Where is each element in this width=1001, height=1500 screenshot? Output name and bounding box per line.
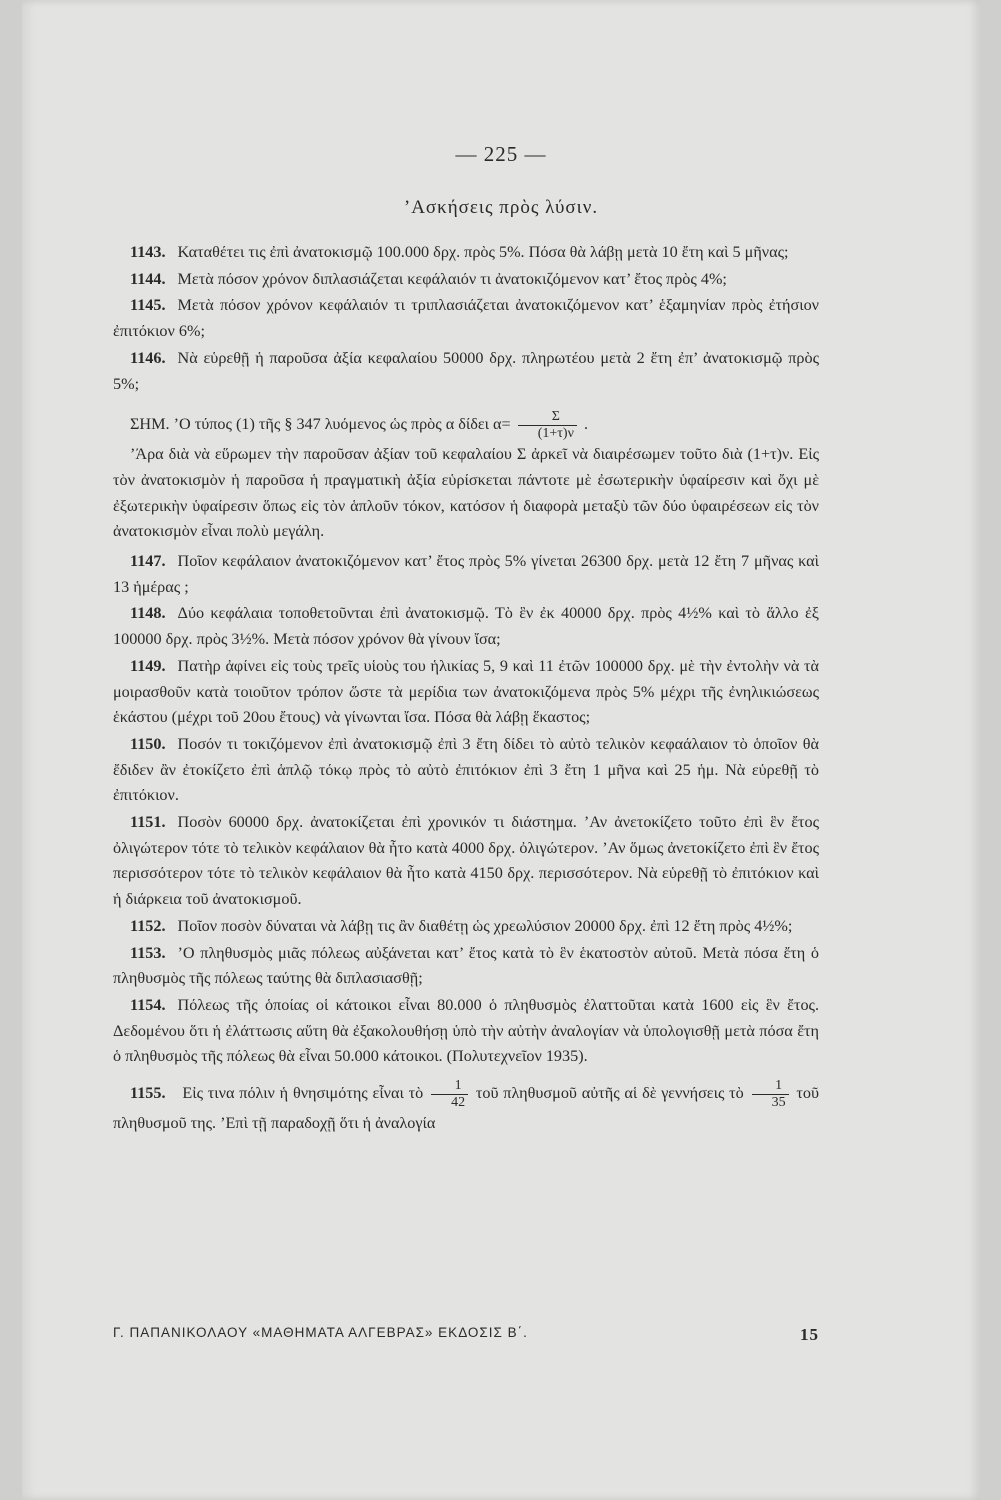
problem-text: Πατὴρ ἀφίνει εἰς τοὺς τρεῖς υἱοὺς του ἡλικίας 5, 9 καὶ 11 ἐτῶν 100000 δρχ. μὲ τὴν ἐντολὴν νὰ τὰ μοιρασθοῦν κατὰ τοιοῦτον τρόπον ὥστε τὰ μερίδια των ἀνατοκιζόμενα πρὸς 5% μέχρι τῆς ἐνηλικιώσεως ἑκάστου (μέχρι τοῦ 20ου ἔτους) νὰ γίνωνται ἴσα. Πόσα θὰ λάβῃ ἕκαστος;	[113, 656, 819, 727]
problem-text: Ποῖον κεφάλαιον ἀνατοκιζόμενον κατ’ ἔτος πρὸς 5% γίνεται 26300 δρχ. μετὰ 12 ἔτη 7 μῆνας καὶ 13 ἡμέρας ;	[113, 552, 819, 596]
problem-1155	[113, 1078, 819, 1137]
problem-text: Ποσόν τι τοκιζόμενον ἐπὶ ἀνατοκισμῷ ἐπὶ 3 ἔτη δίδει τὸ αὐτὸ τελικὸν κεφαάλαιον τὸ ὁποῖον θὰ ἔδιδεν ἂν ἐτοκίζετο ἐπὶ ἁπλῷ τόκῳ πρὸς τὸ αὐτὸ ἐπιτόκιον ἐπὶ 3 ἔτη 1 μῆνα καὶ 25 ἡμ. Νὰ εὑρεθῇ τὸ ἐπιτόκιον.	[113, 734, 819, 805]
section-title: ’Ασκήσεις πρὸς λύσιν.	[403, 197, 599, 218]
exercise-body	[113, 240, 819, 1138]
problem-group-2	[113, 549, 819, 1070]
problem-item	[113, 267, 819, 293]
fraction-numerator: 1	[431, 1078, 468, 1095]
note-formula	[113, 409, 819, 442]
problem-item	[113, 293, 819, 344]
problem-item	[113, 346, 819, 397]
problem-number: 1143.	[130, 243, 166, 261]
fraction-numerator: Σ	[518, 409, 577, 426]
problem-text: Μετὰ πόσον χρόνον διπλασιάζεται κεφάλαιόν τι ἀνατοκιζόμενον κατ’ ἔτος πρὸς 4%;	[177, 269, 727, 288]
problem-number: 1147.	[130, 552, 166, 571]
problem-item	[113, 732, 819, 809]
problem-text: Νὰ εὑρεθῇ ἡ παροῦσα ἀξία κεφαλαίου 50000 δρχ. πληρωτέου μετὰ 2 ἔτη ἐπ’ ἀνατοκισμῷ πρὸς 5%;	[113, 348, 819, 393]
problem-text-a: Εἰς τινα πόλιν ἡ θνησιμότης εἶναι τὸ	[182, 1084, 424, 1103]
problem-text-d: τοῦ πληθυσμοῦ της. ’Επὶ τῇ παραδοχῇ ὅτι ἡ ἀναλογία	[113, 1084, 820, 1133]
problem-text-c: αἱ δὲ γεννήσεις τὸ	[624, 1084, 744, 1103]
problem-number: 1153.	[130, 943, 166, 962]
problem-text: Ποῖον ποσὸν δύναται νὰ λάβῃ τις ἂν διαθέτῃ ὡς χρεωλύσιον 20000 δρχ. ἐπὶ 12 ἔτη πρὸς 4½%;	[177, 916, 793, 935]
problem-text: Πόλεως τῆς ὁποίας οἱ κάτοικοι εἶναι 80.000 ὁ πληθυσμὸς ἐλαττοῦται κατὰ 1600 εἰς ἓν ἔτος. Δεδομένου ὅτι ἡ ἐλάττωσις αὕτη θὰ ἐξακολουθήσῃ ὑπὸ τὴν αὐτὴν ἀναλογίαν νὰ ὑπολογισθῇ μετὰ πόσα ἔτη ὁ πληθυσμὸς τῆς πόλεως θὰ εἶναι 50.000 κάτοικοι. (Πολυτεχνεῖον 1935).	[113, 995, 819, 1066]
problem-item	[113, 993, 819, 1070]
footer-book-title: Γ. ΠΑΠΑΝΙΚΟΛΑΟΥ «ΜΑΘΗΜΑΤΑ ΑΛΓΕΒΡΑΣ» ΕΚΔΟΣΙΣ Β΄.	[113, 1325, 528, 1340]
problem-text: Δύο κεφάλαια τοποθετοῦνται ἐπὶ ἀνατοκισμῷ. Τὸ ἓν ἐκ 40000 δρχ. πρὸς 4½% καὶ τὸ ἄλλο ἐξ 100000 δρχ. πρὸς 3½%. Μετὰ πόσον χρόνον θὰ γίνουν ἴσα;	[113, 604, 819, 649]
problem-number: 1149.	[130, 656, 166, 675]
problem-text-b: τοῦ πληθυσμοῦ αὐτῆς	[475, 1084, 620, 1103]
book-page	[22, 0, 980, 1500]
present-value-fraction	[518, 409, 577, 442]
problem-number: 1154.	[130, 995, 166, 1014]
birth-fraction	[752, 1078, 789, 1111]
problem-text: ’Ο πληθυσμὸς μιᾶς πόλεως αὐξάνεται κατ’ ἔτος κατὰ τὸ ἓν ἑκατοστὸν αὐτοῦ. Μετὰ πόσα ἔτη ὁ πληθυσμὸς τῆς πόλεως ταύτης θὰ διπλασιασθῇ;	[113, 943, 819, 988]
problem-number: 1146.	[130, 348, 166, 367]
problem-item	[113, 914, 819, 940]
problem-item	[113, 810, 819, 913]
note-text: ’Άρα διὰ νὰ εὕρωμεν τὴν παροῦσαν ἀξίαν τοῦ κεφαλαίου Σ ἀρκεῖ νὰ διαιρέσωμεν τοῦτο διὰ (1+τ)ν. Εἰς τὸν ἀνατοκισμὸν ἡ παροῦσα ἡ πραγματικὴ ἀξία εὑρίσκεται πάντοτε μὲ ἐσωτερικὴν ὑφαίρεσιν καὶ ὄχι μὲ ἐξωτερικὴν ὑφαίρεσιν ὅπως εἰς τὸν ἁπλοῦν τόκον, κατόσον ἡ διαφορὰ μεταξὺ τῶν δύο ὑφαιρέσεων εἰς τὸν ἀνατοκισμὸν εἶναι πολὺ μεγάλη.	[113, 445, 819, 541]
problem-number: 1144.	[130, 269, 166, 288]
problem-item	[113, 549, 819, 600]
page-number: — 225 —	[455, 142, 547, 166]
problem-number: 1152.	[130, 916, 166, 935]
problem-text: Ποσὸν 60000 δρχ. ἀνατοκίζεται ἐπὶ χρονικόν τι διάστημα. ’Αν ἀνετοκίζετο τοῦτο ἐπὶ ἓν ἔτος ὀλιγώτερον τότε τὸ τελικὸν κεφάλαιον θὰ ἦτο κατὰ 4000 δρχ. ὀλιγώτερον. ’Αν ὅμως ἀνετοκίζετο ἐπὶ ἓν ἔτος περισσότερον τότε τὸ τελικὸν κεφάλαιον θὰ ἦτο κατὰ 4150 δρχ. περισσότερον. Νὰ εὑρεθῇ τὸ ἐπιτόκιον καὶ ἡ διάρκεια τοῦ ἀνατοκισμοῦ.	[113, 813, 819, 909]
note-lead: ΣΗΜ. ’Ο τύπος (1) τῆς § 347 λυόμενος ὡς πρὸς α δίδει α=	[130, 415, 511, 434]
problem-number: 1148.	[130, 604, 166, 623]
problem-number: 1150.	[130, 734, 166, 753]
note-tail: .	[583, 415, 588, 434]
problem-number: 1145.	[130, 296, 166, 315]
problem-item	[113, 941, 819, 992]
problem-number: 1151.	[130, 813, 166, 832]
fraction-denominator: 35	[771, 1095, 786, 1111]
problem-text: Μετὰ πόσον χρόνον κεφάλαιόν τι τριπλασιάζεται ἀνατοκιζόμενον κατ’ ἑξαμηνίαν πρὸς ἐτήσιον ἐπιτόκιον 6%;	[113, 296, 819, 341]
fraction-denominator: (1+τ)ν	[537, 426, 574, 442]
problem-item	[113, 601, 819, 652]
sheet-number: 15	[800, 1325, 819, 1344]
mortality-fraction	[431, 1078, 468, 1111]
problem-text: Καταθέτει τις ἐπὶ ἀνατοκισμῷ 100.000 δρχ. πρὸς 5%. Πόσα θὰ λάβῃ μετὰ 10 ἔτη καὶ 5 μῆνας;	[177, 243, 789, 261]
page-footer	[113, 1325, 819, 1345]
note-block	[113, 409, 819, 545]
fraction-numerator: 1	[752, 1078, 789, 1095]
problem-item	[113, 240, 819, 266]
problem-group-1	[113, 240, 819, 397]
fraction-denominator: 42	[451, 1095, 466, 1111]
problem-number: 1155.	[130, 1084, 166, 1103]
problem-item	[113, 654, 819, 731]
